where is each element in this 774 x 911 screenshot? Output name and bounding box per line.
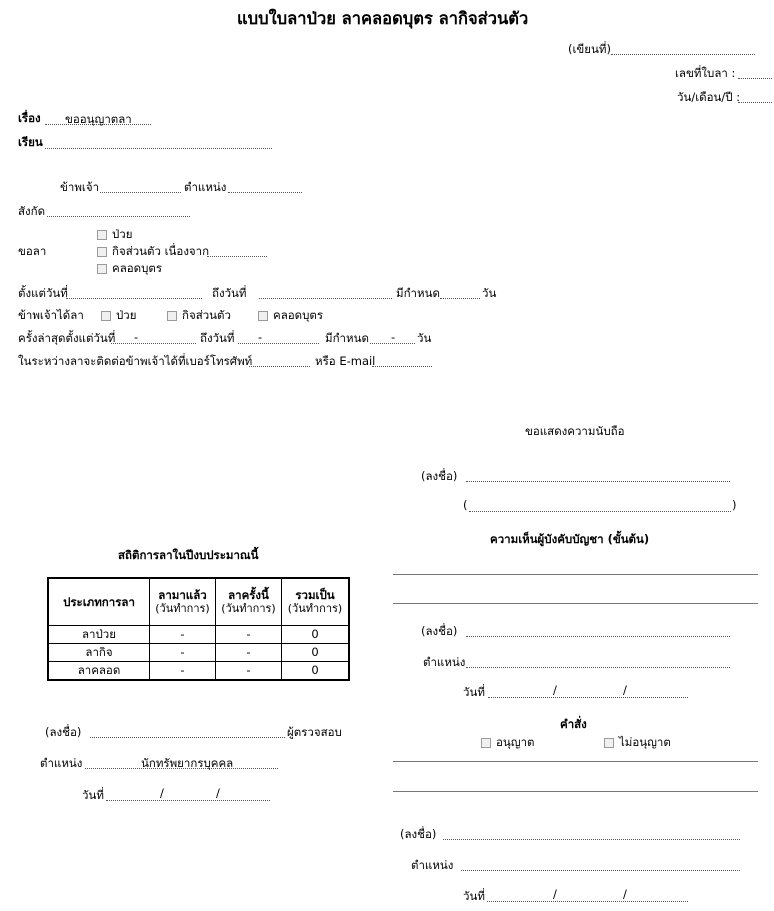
order-title: คำสั่ง [560, 717, 587, 731]
checker-date-field[interactable] [106, 800, 270, 801]
last-to-field[interactable] [238, 343, 319, 344]
applicant-sign-label: (ลงชื่อ) [421, 469, 458, 483]
supervisor-opinion-line-1[interactable] [393, 574, 758, 575]
position-field[interactable] [228, 192, 302, 193]
affiliation-label: สังกัด [18, 204, 46, 218]
checkbox-approve[interactable] [481, 738, 491, 748]
order-position-field[interactable] [461, 870, 740, 871]
checker-position-value: นักทรัพยากรบุคคล [141, 756, 234, 770]
last-since-field[interactable] [111, 343, 196, 344]
checker-sign-label: (ลงชื่อ) [45, 725, 82, 739]
last-leave-option-personal[interactable]: กิจส่วนตัว [167, 307, 231, 325]
last-leave-option-maternity[interactable]: คลอดบุตร [258, 307, 323, 325]
order-date-label: วันที่ [463, 889, 485, 903]
order-approve[interactable]: อนุญาต [481, 734, 535, 752]
last-leave-label: ข้าพเจ้าได้ลา [18, 308, 84, 322]
stats-title: สถิติการลาในปีงบประมาณนี้ [118, 548, 259, 562]
checkbox-last-personal[interactable] [167, 311, 177, 321]
request-label: ขอลา [18, 244, 47, 258]
period-from-field[interactable] [66, 298, 202, 299]
checkbox-last-maternity[interactable] [258, 311, 268, 321]
supervisor-title: ความเห็นผู้บังคับบัญชา (ขั้นต้น) [490, 532, 650, 546]
last-to-value: - [258, 330, 263, 344]
order-line-2[interactable] [393, 791, 758, 792]
supervisor-date-field[interactable] [488, 697, 688, 698]
leave-no-label: เลขที่ใบลา : [675, 66, 736, 80]
period-unit: วัน [482, 286, 497, 300]
last-duration-label: มีกำหนด [325, 331, 369, 345]
last-duration-value: - [391, 330, 396, 344]
checker-date-label: วันที่ [82, 788, 104, 802]
stats-header-taken: ลามาแล้ว (วันทำการ) [150, 578, 216, 626]
table-row: ลาป่วย - - 0 [48, 626, 349, 644]
period-from-label: ตั้งแต่วันที่ [18, 286, 68, 300]
name-field[interactable] [100, 192, 181, 193]
order-sign-field[interactable] [443, 839, 740, 840]
supervisor-position-label: ตำแหน่ง [423, 655, 466, 669]
subject-label: เรื่อง [18, 111, 41, 125]
supervisor-date-label: วันที่ [463, 685, 485, 699]
order-disapprove[interactable]: ไม่อนุญาต [604, 734, 671, 752]
table-row: ลากิจ - - 0 [48, 644, 349, 662]
checkbox-maternity[interactable] [97, 264, 107, 274]
applicant-name-close-paren: ) [732, 498, 737, 512]
last-since-value: - [134, 330, 139, 344]
written-at-label: (เขียนที่) [568, 42, 611, 56]
supervisor-sign-label: (ลงชื่อ) [421, 624, 458, 638]
period-to-label: ถึงวันที่ [212, 286, 247, 300]
last-leave-option-sick[interactable]: ป่วย [101, 307, 137, 325]
order-sign-label: (ลงชื่อ) [400, 827, 437, 841]
position-label: ตำแหน่ง [184, 180, 227, 194]
order-date-field[interactable] [487, 901, 688, 902]
supervisor-opinion-line-2[interactable] [393, 603, 758, 604]
order-line-1[interactable] [393, 761, 758, 762]
date-label: วัน/เดือน/ปี : [677, 90, 741, 104]
table-row: ลาคลอด - - 0 [48, 662, 349, 681]
stats-header-type: ประเภทการลา [48, 578, 150, 626]
leave-no-field[interactable] [738, 78, 772, 79]
period-to-field[interactable] [259, 298, 392, 299]
last-since-label: ครั้งล่าสุดตั้งแต่วันที่ [18, 331, 116, 345]
written-at-field[interactable] [611, 54, 755, 55]
request-option-personal[interactable]: กิจส่วนตัว เนื่องจาก [97, 243, 209, 261]
request-option-maternity[interactable]: คลอดบุตร [97, 260, 162, 278]
checkbox-disapprove[interactable] [604, 738, 614, 748]
last-to-label: ถึงวันที่ [200, 331, 235, 345]
applicant-name-field[interactable] [469, 511, 731, 512]
stats-header-this: ลาครั้งนี้ (วันทำการ) [216, 578, 282, 626]
respect-text: ขอแสดงความนับถือ [525, 424, 625, 438]
checker-sign-field[interactable] [90, 737, 285, 738]
last-duration-unit: วัน [417, 331, 432, 345]
to-field[interactable] [45, 148, 272, 149]
supervisor-sign-field[interactable] [466, 636, 730, 637]
name-label: ข้าพเจ้า [60, 180, 100, 194]
form-title: แบบใบลาป่วย ลาคลอดบุตร ลากิจส่วนตัว [237, 9, 529, 28]
applicant-name-open-paren: ( [463, 498, 468, 512]
stats-header-total: รวมเป็น (วันทำการ) [282, 578, 350, 626]
email-field[interactable] [372, 366, 432, 367]
checker-date-sep-1: / [160, 786, 164, 800]
checker-role: ผู้ตรวจสอบ [287, 725, 342, 739]
order-date-sep-1: / [553, 887, 557, 901]
applicant-sign-field[interactable] [466, 481, 730, 482]
supervisor-date-sep-1: / [553, 683, 557, 697]
supervisor-position-field[interactable] [466, 667, 730, 668]
supervisor-date-sep-2: / [623, 683, 627, 697]
period-duration-label: มีกำหนด [396, 286, 440, 300]
email-label: หรือ E-mail [315, 354, 376, 368]
order-date-sep-2: / [623, 887, 627, 901]
phone-field[interactable] [249, 366, 310, 367]
checkbox-personal[interactable] [97, 247, 107, 257]
stats-table [47, 577, 350, 681]
contact-label: ในระหว่างลาจะติดต่อข้าพเจ้าได้ที่เบอร์โทรศัพท์ [18, 354, 253, 368]
checkbox-sick[interactable] [97, 230, 107, 240]
personal-reason-field[interactable] [207, 256, 267, 257]
checker-position-label: ตำแหน่ง [40, 756, 83, 770]
date-field[interactable] [738, 102, 772, 103]
to-label: เรียน [18, 135, 43, 149]
order-position-label: ตำแหน่ง [411, 858, 454, 872]
checkbox-last-sick[interactable] [101, 311, 111, 321]
request-option-sick[interactable]: ป่วย [97, 226, 133, 244]
checker-date-sep-2: / [216, 786, 220, 800]
period-duration-field[interactable] [440, 298, 480, 299]
subject-value: ขออนุญาตลา [65, 112, 132, 126]
affiliation-field[interactable] [47, 216, 190, 217]
